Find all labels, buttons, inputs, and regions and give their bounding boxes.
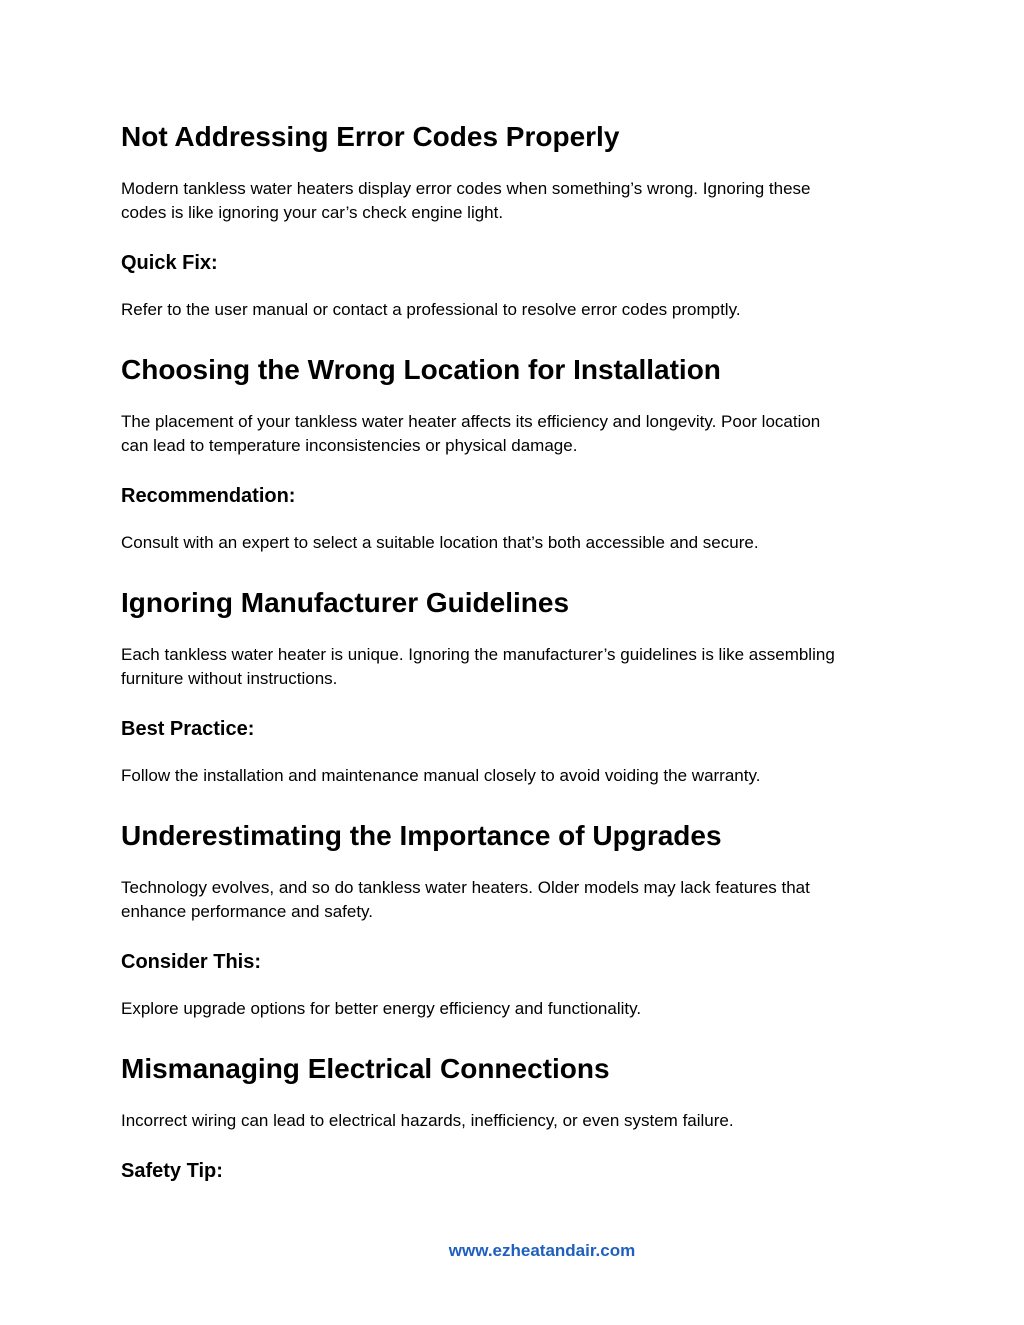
body-line: The placement of your tankless water heater affects its efficiency and longevity. Poor location [121, 412, 821, 431]
section-body [121, 410, 911, 458]
section-subheading: Consider This: [121, 951, 262, 973]
body-line: Each tankless water heater is unique. Ignoring the manufacturer’s guidelines is like assembling [121, 645, 835, 664]
section-tip: Explore upgrade options for better energy efficiency and functionality. [121, 999, 642, 1018]
section-heading: Choosing the Wrong Location for Installation [121, 354, 721, 385]
section-body [121, 1109, 911, 1133]
body-line: Modern tankless water heaters display error codes when something’s wrong. Ignoring these [121, 179, 811, 198]
section-tip: Refer to the user manual or contact a professional to resolve error codes promptly. [121, 300, 741, 319]
section-heading: Ignoring Manufacturer Guidelines [121, 587, 570, 618]
section-subheading: Recommendation: [121, 485, 296, 507]
section-tip: Follow the installation and maintenance manual closely to avoid voiding the warranty. [121, 766, 761, 785]
section-heading: Not Addressing Error Codes Properly [121, 121, 620, 152]
website-link[interactable]: www.ezheatandair.com [448, 1241, 636, 1260]
section-subheading: Best Practice: [121, 718, 255, 740]
section-body [121, 876, 911, 924]
section-heading: Mismanaging Electrical Connections [121, 1053, 610, 1084]
section-body [121, 643, 911, 691]
body-line: furniture without instructions. [121, 669, 338, 688]
body-line: can lead to temperature inconsistencies or physical damage. [121, 436, 578, 455]
section-body [121, 177, 911, 225]
body-line: codes is like ignoring your car’s check engine light. [121, 203, 504, 222]
section-subheading: Quick Fix: [121, 252, 218, 274]
body-line: Incorrect wiring can lead to electrical hazards, inefficiency, or even system failure. [121, 1111, 734, 1130]
section-tip: Consult with an expert to select a suitable location that’s both accessible and secure. [121, 533, 759, 552]
section-heading: Underestimating the Importance of Upgrades [121, 820, 722, 851]
section-subheading: Safety Tip: [121, 1160, 223, 1182]
body-line: enhance performance and safety. [121, 902, 374, 921]
body-line: Technology evolves, and so do tankless water heaters. Older models may lack features that [121, 878, 810, 897]
